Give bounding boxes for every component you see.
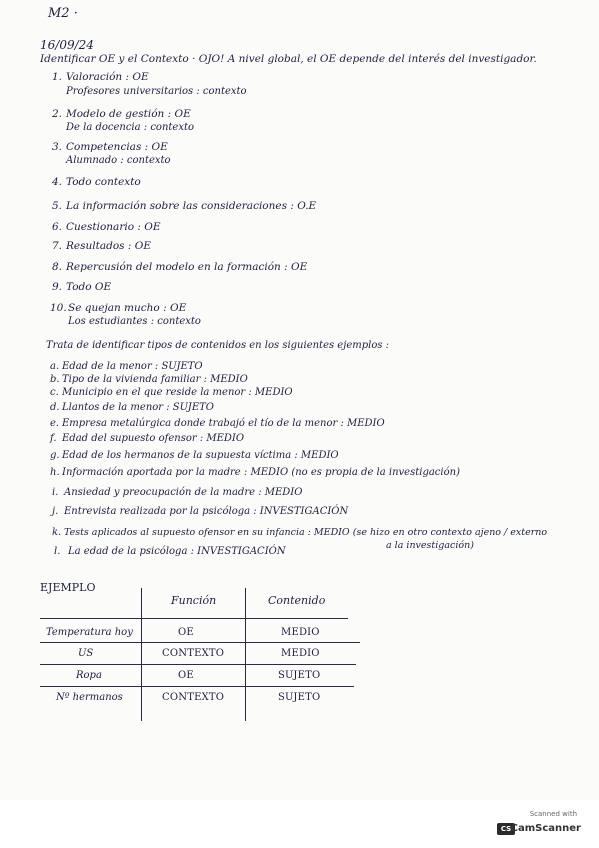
- list-item-sub: De la docencia : contexto: [66, 122, 194, 133]
- list-number: 9.: [52, 281, 63, 293]
- list-item: Entrevista realizada por la psicóloga : INVESTIGACIÓN: [64, 506, 349, 517]
- table-divider: [40, 686, 354, 687]
- list-letter: b.: [50, 374, 60, 385]
- list-letter: h.: [50, 467, 60, 478]
- table-divider: [141, 588, 142, 721]
- table-cell: OE: [178, 670, 194, 681]
- list-number: 6.: [52, 221, 63, 233]
- list-item: Repercusión del modelo en la formación : OE: [66, 261, 308, 273]
- list-item: Empresa metalúrgica donde trabajó el tío de la menor : MEDIO: [62, 418, 385, 429]
- list-letter: d.: [50, 402, 60, 413]
- list-item: Resultados : OE: [66, 240, 152, 252]
- list-item: Tipo de la vivienda familiar : MEDIO: [62, 374, 248, 385]
- table-divider: [40, 642, 360, 643]
- list-item: Tests aplicados al supuesto ofensor en su infancia : MEDIO (se hizo en otro contexto ajeno / externo: [64, 527, 548, 538]
- list-letter: a.: [50, 361, 60, 372]
- list-item: Valoración : OE: [66, 71, 149, 83]
- watermark-caption: Scanned with: [529, 810, 577, 818]
- list-item: La información sobre las consideraciones : O.E: [66, 200, 317, 212]
- table-divider: [40, 618, 348, 619]
- camscanner-logo-icon: CS: [497, 823, 515, 835]
- list-letter: f.: [50, 433, 57, 444]
- list-letter: c.: [50, 387, 59, 398]
- list-number: 10.: [50, 302, 67, 314]
- watermark-brand: CamScanner: [510, 823, 581, 834]
- table-header: Contenido: [268, 594, 326, 607]
- list-item: Todo OE: [66, 281, 112, 293]
- list-item: Edad del supuesto ofensor : MEDIO: [62, 433, 245, 444]
- camscanner-watermark: [491, 808, 585, 842]
- table-divider: [40, 664, 356, 665]
- intro-line-2: Trata de identificar tipos de contenidos en los siguientes ejemplos :: [46, 340, 390, 351]
- list-item: Competencias : OE: [66, 141, 168, 153]
- list-number: 5.: [52, 200, 63, 212]
- list-number: 7.: [52, 240, 63, 252]
- table-cell: MEDIO: [281, 627, 320, 638]
- list-letter: e.: [50, 418, 60, 429]
- table-cell: CONTEXTO: [162, 692, 225, 703]
- list-number: 3.: [52, 141, 63, 153]
- list-item: Modelo de gestión : OE: [66, 108, 191, 120]
- list-number: 2.: [52, 108, 63, 120]
- example-title: EJEMPLO: [40, 581, 96, 594]
- table-cell: Nº hermanos: [56, 692, 123, 703]
- table-divider: [245, 588, 246, 721]
- list-item: Todo contexto: [66, 176, 141, 188]
- intro-line: Identificar OE y el Contexto · OJO! A nivel global, el OE depende del interés del investigador.: [40, 53, 537, 65]
- table-header: Función: [171, 594, 217, 607]
- page-title: M2 ·: [48, 6, 78, 21]
- table-cell: Temperatura hoy: [46, 627, 133, 638]
- list-item: Cuestionario : OE: [66, 221, 161, 233]
- list-letter: k.: [52, 527, 62, 538]
- list-letter: j.: [52, 506, 59, 517]
- table-cell: CONTEXTO: [162, 648, 225, 659]
- list-number: 8.: [52, 261, 63, 273]
- list-letter: i.: [52, 487, 59, 498]
- list-item-sub: Los estudiantes : contexto: [68, 316, 201, 327]
- table-cell: Ropa: [76, 670, 102, 681]
- list-item: Llantos de la menor : SUJETO: [62, 402, 214, 413]
- table-cell: US: [78, 648, 94, 659]
- list-item: La edad de la psicóloga : INVESTIGACIÓN: [68, 546, 286, 557]
- list-item-cont: a la investigación): [386, 540, 474, 551]
- list-item: Edad de los hermanos de la supuesta víctima : MEDIO: [62, 450, 339, 461]
- list-item-sub: Profesores universitarios : contexto: [66, 86, 247, 97]
- list-item: Ansiedad y preocupación de la madre : MEDIO: [64, 487, 303, 498]
- page-date: 16/09/24: [40, 38, 94, 52]
- list-item-sub: Alumnado : contexto: [66, 155, 171, 166]
- table-cell: SUJETO: [278, 670, 321, 681]
- list-item: Se quejan mucho : OE: [68, 302, 187, 314]
- list-number: 1.: [52, 71, 63, 83]
- list-item: Información aportada por la madre : MEDIO (no es propia de la investigación): [62, 467, 460, 478]
- table-cell: SUJETO: [278, 692, 321, 703]
- list-item: Municipio en el que reside la menor : MEDIO: [62, 387, 293, 398]
- list-number: 4.: [52, 176, 63, 188]
- list-letter: l.: [54, 546, 61, 557]
- list-letter: g.: [50, 450, 60, 461]
- table-cell: OE: [178, 627, 194, 638]
- table-cell: MEDIO: [281, 648, 320, 659]
- list-item: Edad de la menor : SUJETO: [62, 361, 203, 372]
